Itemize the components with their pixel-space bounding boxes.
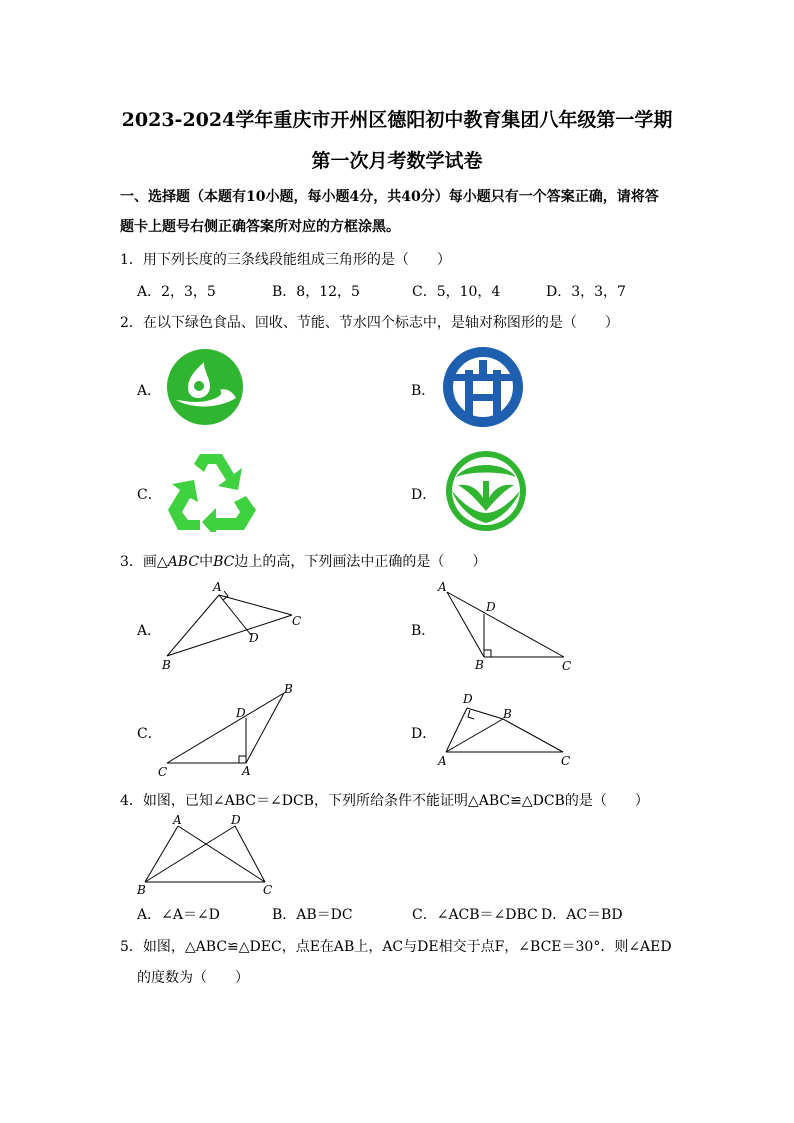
q3-label-c: C． [137, 726, 162, 742]
recycle-icon [164, 450, 260, 532]
q3-stem-pre: 3．画△ [120, 554, 168, 570]
q3-figure-b [432, 578, 582, 673]
water-saving-icon [442, 447, 530, 535]
q3-figure-c [155, 680, 305, 780]
q3c-label-c: C [158, 765, 168, 779]
q3-label-d: D． [411, 726, 437, 742]
q2-label-d: D． [411, 487, 437, 503]
q3-stem-mid: 中 [199, 554, 214, 570]
q3d-label-c: C [561, 754, 571, 768]
q1-option-d: D．3，3，7 [546, 284, 626, 300]
q4-option-b: B．AB＝DC [272, 907, 353, 923]
q3b-label-a: A [438, 580, 447, 594]
q3-label-b: B． [411, 623, 436, 639]
q2-label-a: A． [137, 383, 162, 399]
q4-label-c: C [263, 883, 273, 897]
q4-label-b: B [137, 883, 146, 897]
q4-figure [132, 812, 282, 900]
q1-option-b: B．8，12，5 [272, 284, 360, 300]
q3c-label-b: B [284, 682, 293, 696]
q5-stem-line2: 的度数为（ ） [137, 970, 249, 986]
q3-label-a: A． [137, 623, 162, 639]
q3a-label-c: C [292, 614, 302, 628]
q1-option-c: C．5，10，4 [412, 284, 501, 300]
q4-stem: 4．如图，已知∠ABC＝∠DCB，下列所给条件不能证明△ABC≌△DCB的是（ ） [120, 793, 649, 809]
green-food-drop-icon [166, 348, 244, 426]
q1-stem: 1．用下列长度的三条线段能组成三角形的是（ ） [120, 252, 451, 268]
q3-figure-d [432, 688, 582, 773]
q1-option-a: A．2，3，5 [137, 284, 216, 300]
q3d-label-a: A [438, 754, 447, 768]
q3-stem-bc: BC [213, 554, 235, 570]
q2-label-b: B． [411, 383, 436, 399]
energy-saving-icon [441, 346, 525, 428]
q3c-label-a: A [242, 764, 251, 778]
q3-stem-abc: ABC [167, 554, 200, 570]
section1-line2: 题卡上题号右侧正确答案所对应的方框涂黑。 [120, 219, 400, 235]
section1-line1: 一、选择题（本题有10小题，每小题4分，共40分）每小题只有一个答案正确，请将答 [120, 189, 659, 205]
q3-figure-a [155, 578, 315, 673]
q4-option-c: C．∠ACB＝∠DBC [412, 907, 538, 923]
q3a-label-a: A [213, 580, 222, 594]
q3a-label-b: B [162, 658, 171, 672]
q3-stem [120, 551, 486, 571]
exam-title-line2: 第一次月考数学试卷 [311, 150, 483, 172]
q4-option-a: A．∠A＝∠D [137, 907, 220, 923]
q3b-label-c: C [562, 659, 572, 673]
q3c-label-d: D [236, 706, 246, 720]
q3b-label-d: D [486, 600, 496, 614]
exam-title-line1: 2023-2024学年重庆市开州区德阳初中教育集团八年级第一学期 [121, 109, 673, 131]
q2-stem: 2．在以下绿色食品、回收、节能、节水四个标志中，是轴对称图形的是（ ） [120, 315, 619, 331]
q4-option-d: D．AC＝BD [541, 907, 623, 923]
q2-label-c: C． [137, 487, 162, 503]
q3d-label-b: B [503, 707, 512, 721]
q3a-label-d: D [249, 631, 259, 645]
q5-stem-line1: 5．如图，△ABC≌△DEC，点E在AB上，AC与DE相交于点F，∠BCE＝30°．则∠AED [120, 939, 672, 955]
q3b-label-b: B [475, 658, 484, 672]
q4-label-d: D [231, 813, 241, 827]
q3d-label-d: D [463, 692, 473, 706]
q3-stem-post: 边上的高，下列画法中正确的是（ ） [234, 554, 487, 570]
q4-label-a: A [173, 813, 182, 827]
